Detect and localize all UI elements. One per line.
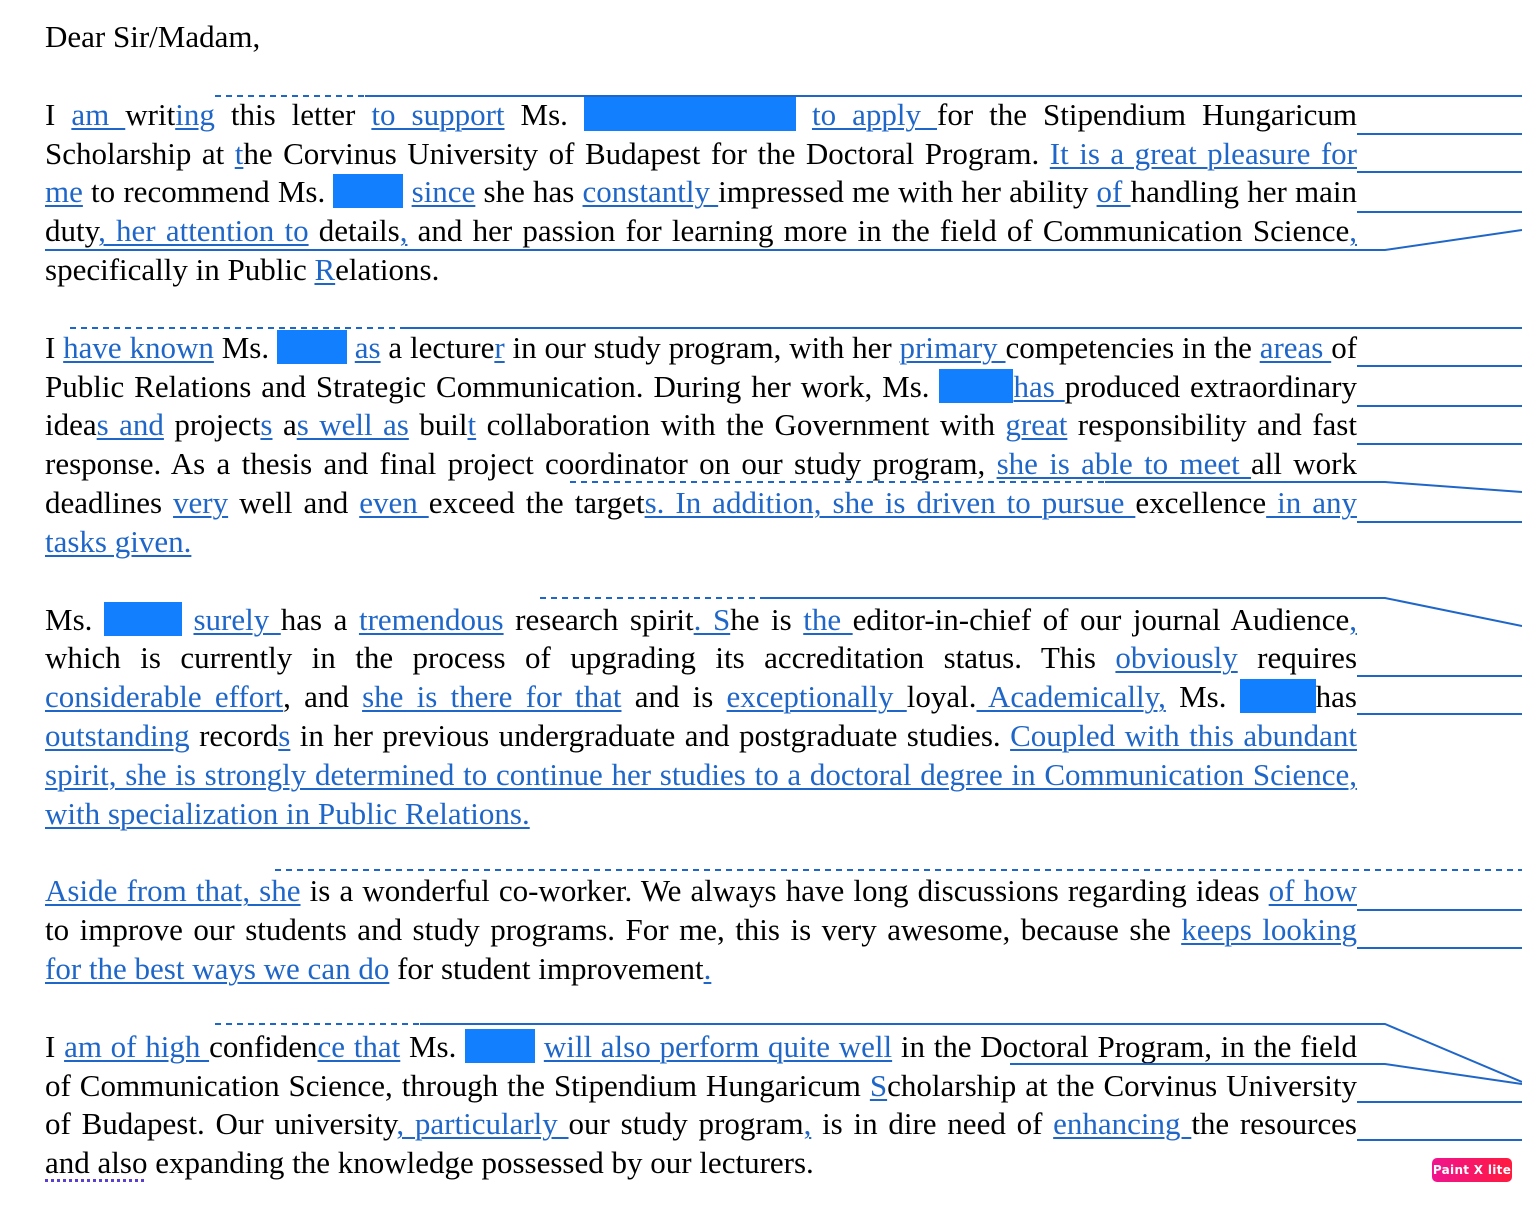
tracked-insertion: , (1349, 601, 1357, 637)
text-run: requires (1237, 640, 1358, 676)
text-run: which is currently in the process of upgrading its accreditation status. This (45, 640, 1116, 676)
tracked-insertion: ing (175, 96, 215, 132)
tracked-insertion: tremendous (358, 601, 504, 637)
tracked-insertion: am of high (64, 1028, 210, 1064)
tracked-insertion: the (803, 601, 853, 637)
text-run (347, 330, 355, 365)
tracked-insertion: t (234, 135, 244, 171)
tracked-insertion: S (869, 1067, 888, 1103)
paragraph-2 (45, 329, 1357, 562)
redacted-name (333, 174, 403, 208)
tracked-insertion: Coupled with this abundant spirit, she is strongly determined to continue her studies to a doctoral degree in Communication Science, with specialization in Public Relations. (45, 717, 1357, 831)
greeting: Dear Sir/Madam, (45, 19, 261, 54)
text-run: Ms. (1165, 679, 1240, 715)
paragraph-3 (45, 601, 1357, 834)
text-run: he Corvinus University of Budapest for the Doctoral Program. (243, 135, 1050, 171)
text-run: record (189, 717, 279, 753)
tracked-insertion: she is there for that (362, 679, 622, 715)
text-run: well and (228, 484, 360, 520)
text-run: writ (125, 96, 176, 132)
tracked-insertion: will also perform quite well (543, 1028, 893, 1064)
redacted-name (939, 369, 1013, 403)
tracked-insertion: t (467, 407, 477, 443)
tracked-insertion: R (314, 251, 336, 287)
text-run: has (1315, 679, 1357, 715)
tracked-insertion: as (354, 329, 381, 365)
tracked-insertion: Academically, (976, 679, 1166, 715)
tracked-insertion: keeps looking for the best ways we can do (45, 912, 1357, 986)
tracked-insertion: r (494, 329, 505, 365)
text-run: is in dire need of (811, 1106, 1054, 1142)
text-run: handling her main duty (45, 174, 1357, 249)
tracked-insertion: ce that (317, 1028, 401, 1064)
tracked-insertion: enhancing (1053, 1106, 1192, 1142)
tracked-insertion: to apply (811, 96, 937, 132)
text-run: for the Stipendium Hungaricum Scholarship at (45, 96, 1357, 171)
text-run: project (163, 407, 261, 443)
paragraph-4 (45, 872, 1357, 988)
redacted-name (584, 97, 796, 131)
letter-document (45, 18, 1357, 1222)
text-run: details (308, 213, 400, 249)
text-run: I (45, 329, 64, 365)
text-run: to improve our students and study programs. For me, this is very awesome, because she (45, 912, 1182, 948)
tracked-insertion: primary (899, 329, 1006, 365)
text-run: exceed the target (428, 484, 645, 520)
text-run: produced extraordinary idea (45, 368, 1357, 443)
tracked-insertion: of (1096, 174, 1131, 210)
tracked-insertion: has (1013, 368, 1065, 404)
tracked-insertion: since (411, 174, 476, 210)
tracked-insertion: It is a great pleasure for me (45, 135, 1357, 210)
text-run: for student improvement (389, 950, 704, 986)
text-run: cholarship at the Corvinus University of Budapest. Our university (45, 1067, 1357, 1142)
tracked-insertion: to support (371, 96, 505, 132)
text-run: expanding the knowledge possessed by our lecturers. (147, 1145, 814, 1181)
text-run: Ms. (400, 1028, 466, 1064)
text-run: specifically in Public (45, 251, 315, 287)
text-run: I (45, 1028, 65, 1064)
text-run: elations. (335, 251, 440, 287)
text-run: all work deadlines (45, 446, 1357, 520)
text-run: collaboration with the Government with (476, 407, 1006, 443)
text-run: buil (408, 407, 468, 443)
tracked-insertion: , particularly (396, 1106, 569, 1142)
text-run: in our study program, with her (504, 329, 900, 365)
tracked-insertion: s (278, 717, 291, 753)
text-run: and is (621, 679, 727, 715)
text-run: to recommend Ms. (82, 174, 334, 210)
tracked-insertion: . (703, 950, 712, 986)
text-run: of Public Relations and Strategic Communication. During her work, Ms. (45, 329, 1358, 404)
text-run: research spirit (503, 601, 694, 637)
redacted-name (104, 602, 182, 636)
redacted-name (465, 1029, 535, 1063)
tracked-insertion: , (399, 213, 408, 249)
redacted-name (1240, 679, 1316, 713)
text-run (403, 174, 411, 209)
tracked-insertion: considerable effort (45, 679, 284, 715)
text-run: confiden (209, 1028, 318, 1064)
tracked-insertion: s (260, 407, 273, 443)
text-run: editor-in-chief of our journal Audience (852, 601, 1350, 637)
text-run: a lecture (380, 329, 495, 365)
redacted-name (277, 330, 347, 364)
text-run: responsibility and fast response. As a thesis and final project coordinator on our study program, (45, 407, 1357, 482)
text-run: our study program (568, 1106, 804, 1142)
text-run: is a wonderful co-worker. We always have long discussions regarding ideas (300, 873, 1269, 909)
tracked-insertion: exceptionally (726, 679, 907, 715)
text-run: Ms. (213, 329, 277, 365)
tracked-insertion: constantly (582, 174, 719, 210)
text-run: this letter (214, 96, 372, 132)
tracked-insertion: obviously (1115, 640, 1238, 676)
text-run: loyal. (906, 679, 977, 715)
tracked-insertion: areas (1259, 329, 1332, 365)
tracked-insertion: am (71, 96, 126, 132)
tracked-insertion: surely (193, 601, 281, 637)
text-run: a (272, 407, 297, 443)
tracked-insertion: s and (96, 407, 164, 443)
paint-x-lite-badge[interactable]: Paint X lite (1432, 1158, 1512, 1182)
tracked-insertion: . S (693, 601, 731, 637)
text-run: she has (475, 174, 583, 210)
text-run: Ms. (45, 601, 104, 637)
text-run: , and (283, 679, 363, 715)
tracked-insertion: , (1349, 213, 1357, 249)
tracked-insertion: even (359, 484, 429, 520)
tracked-insertion: of how (1268, 873, 1357, 909)
text-run: excellence (1135, 484, 1267, 520)
tracked-insertion: great (1005, 407, 1068, 443)
text-run: Ms. (504, 96, 584, 132)
text-run: impressed me with her ability (718, 174, 1097, 210)
text-run: in the Doctoral Program, in the field of Communication Science, through the Stipendium Hungaricum (45, 1028, 1357, 1103)
grammar-flag: and also (45, 1145, 148, 1181)
text-run (535, 1029, 544, 1064)
text-run: has a (280, 601, 359, 637)
tracked-insertion: outstanding (45, 717, 190, 753)
tracked-insertion: very (173, 484, 229, 520)
tracked-insertion: have known (63, 329, 214, 365)
text-run (796, 97, 812, 132)
text-run: competencies in the (1005, 329, 1260, 365)
text-run: he is (730, 601, 804, 637)
text-run: in her previous undergraduate and postgraduate studies. (290, 717, 1011, 753)
tracked-insertion: she is able to meet (996, 446, 1251, 482)
tracked-insertion: , her attention to (98, 213, 309, 249)
tracked-insertion: s. In addition, she is driven to pursue (644, 484, 1136, 520)
text-run (182, 602, 194, 637)
paragraph-5 (45, 1028, 1357, 1183)
text-run: the resources (1191, 1106, 1357, 1142)
tracked-insertion: Aside from that, she (45, 873, 301, 909)
tracked-insertion: , (803, 1106, 812, 1142)
text-run: and her passion for learning more in the field of Communication Science (407, 213, 1350, 249)
paragraph-1 (45, 96, 1357, 290)
tracked-insertion: s well as (296, 407, 409, 443)
text-run: I (45, 96, 72, 132)
tracked-insertion: in any tasks given. (45, 484, 1357, 559)
